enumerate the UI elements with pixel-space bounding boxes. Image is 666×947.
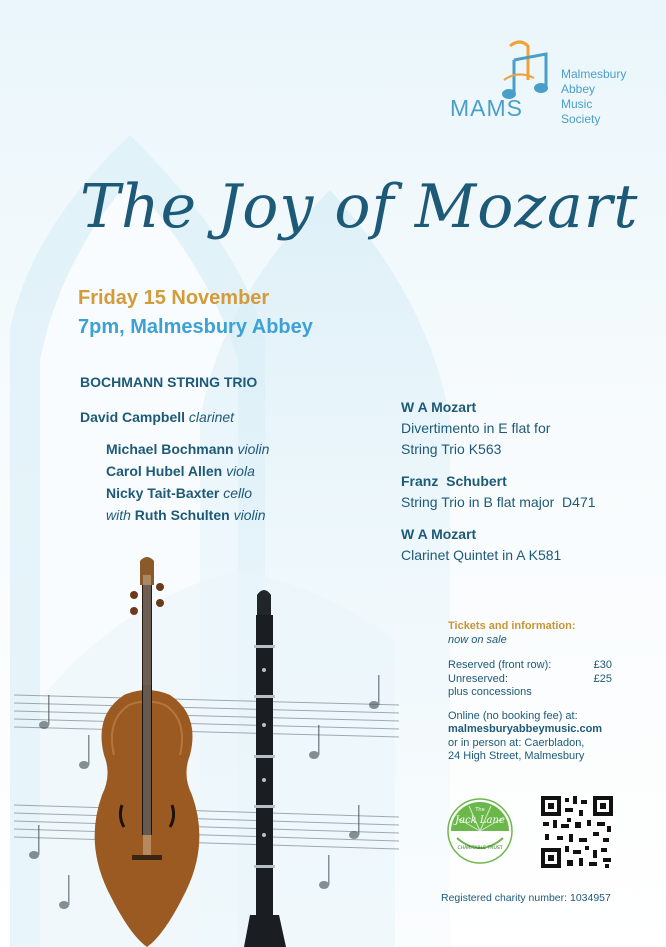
box-office-address: 24 High Street, Malmesbury xyxy=(448,750,585,762)
event-time-venue: 7pm, Malmesbury Abbey xyxy=(78,316,313,338)
sponsor-subtitle: CHARITABLE TRUST xyxy=(457,846,503,851)
performer-name: David Campbell xyxy=(80,409,186,425)
work-title xyxy=(401,545,596,566)
performer-instrument: clarinet xyxy=(188,409,235,425)
programme-list xyxy=(401,397,596,577)
ticket-info xyxy=(448,620,628,764)
online-label: Online (no booking fee) at: xyxy=(448,709,578,722)
society-name-line: Society xyxy=(561,112,601,126)
society-name-line: Malmesbury xyxy=(561,67,627,81)
tickets-heading: Tickets and information: xyxy=(448,620,576,632)
concessions-note: plus concessions xyxy=(448,686,532,698)
programme-item xyxy=(401,471,596,513)
in-person-label: or in person at: Caerbladon, xyxy=(448,736,585,749)
society-name-line: Abbey xyxy=(561,82,596,96)
performers-block xyxy=(80,374,269,526)
performer-instrument: cello xyxy=(223,485,253,501)
performer-name: Michael Bochmann xyxy=(106,441,234,457)
price-value: £25 xyxy=(593,672,612,685)
performer-prefix: with xyxy=(106,507,135,523)
price-value: £30 xyxy=(593,659,612,671)
lead-performer xyxy=(80,406,269,428)
charity-number: Registered charity number: 1034957 xyxy=(441,892,611,904)
trio-member xyxy=(80,438,269,460)
guest-performer xyxy=(80,504,269,526)
society-name xyxy=(561,67,626,127)
work-title xyxy=(401,492,596,513)
composer-name: W A Mozart xyxy=(401,399,477,415)
qr-code[interactable] xyxy=(539,794,615,870)
society-name-line: Music xyxy=(561,97,593,111)
work-line: Divertimento in E flat for xyxy=(401,420,551,436)
performer-instrument: viola xyxy=(226,463,255,479)
composer-name: W A Mozart xyxy=(401,526,477,542)
sponsor-name: Jack Lane xyxy=(455,815,505,826)
trio-member xyxy=(80,482,269,504)
trio-member xyxy=(80,460,269,482)
jack-lane-trust-logo xyxy=(447,798,513,864)
work-line: String Trio K563 xyxy=(401,441,502,457)
price-row xyxy=(448,673,612,687)
event-date: Friday 15 November xyxy=(78,287,270,309)
event-title: The Joy of Mozart xyxy=(80,172,639,242)
performer-name: Ruth Schulten xyxy=(134,507,230,523)
tickets-status: now on sale xyxy=(448,633,507,646)
work-line: Clarinet Quintet in A K581 xyxy=(401,547,562,563)
work-line: String Trio in B flat major D471 xyxy=(401,494,596,510)
price-row xyxy=(448,659,612,673)
work-title xyxy=(401,418,596,460)
programme-item xyxy=(401,397,596,460)
price-label: Reserved (front row): xyxy=(448,659,552,671)
sponsor-the: The xyxy=(475,807,485,813)
performer-name: Carol Hubel Allen xyxy=(106,463,223,479)
violin-clarinet-illustration xyxy=(14,555,399,947)
mams-abbreviation: MAMS xyxy=(450,95,523,121)
composer-name: Franz Schubert xyxy=(401,473,507,489)
programme-item xyxy=(401,524,596,566)
price-label: Unreserved: xyxy=(448,672,508,685)
website-link[interactable]: malmesburyabbeymusic.com xyxy=(448,723,603,735)
performer-instrument: violin xyxy=(233,507,266,523)
performer-name: Nicky Tait-Baxter xyxy=(106,485,220,501)
performer-instrument: violin xyxy=(237,441,270,457)
ensemble-name: BOCHMANN STRING TRIO xyxy=(80,374,258,390)
